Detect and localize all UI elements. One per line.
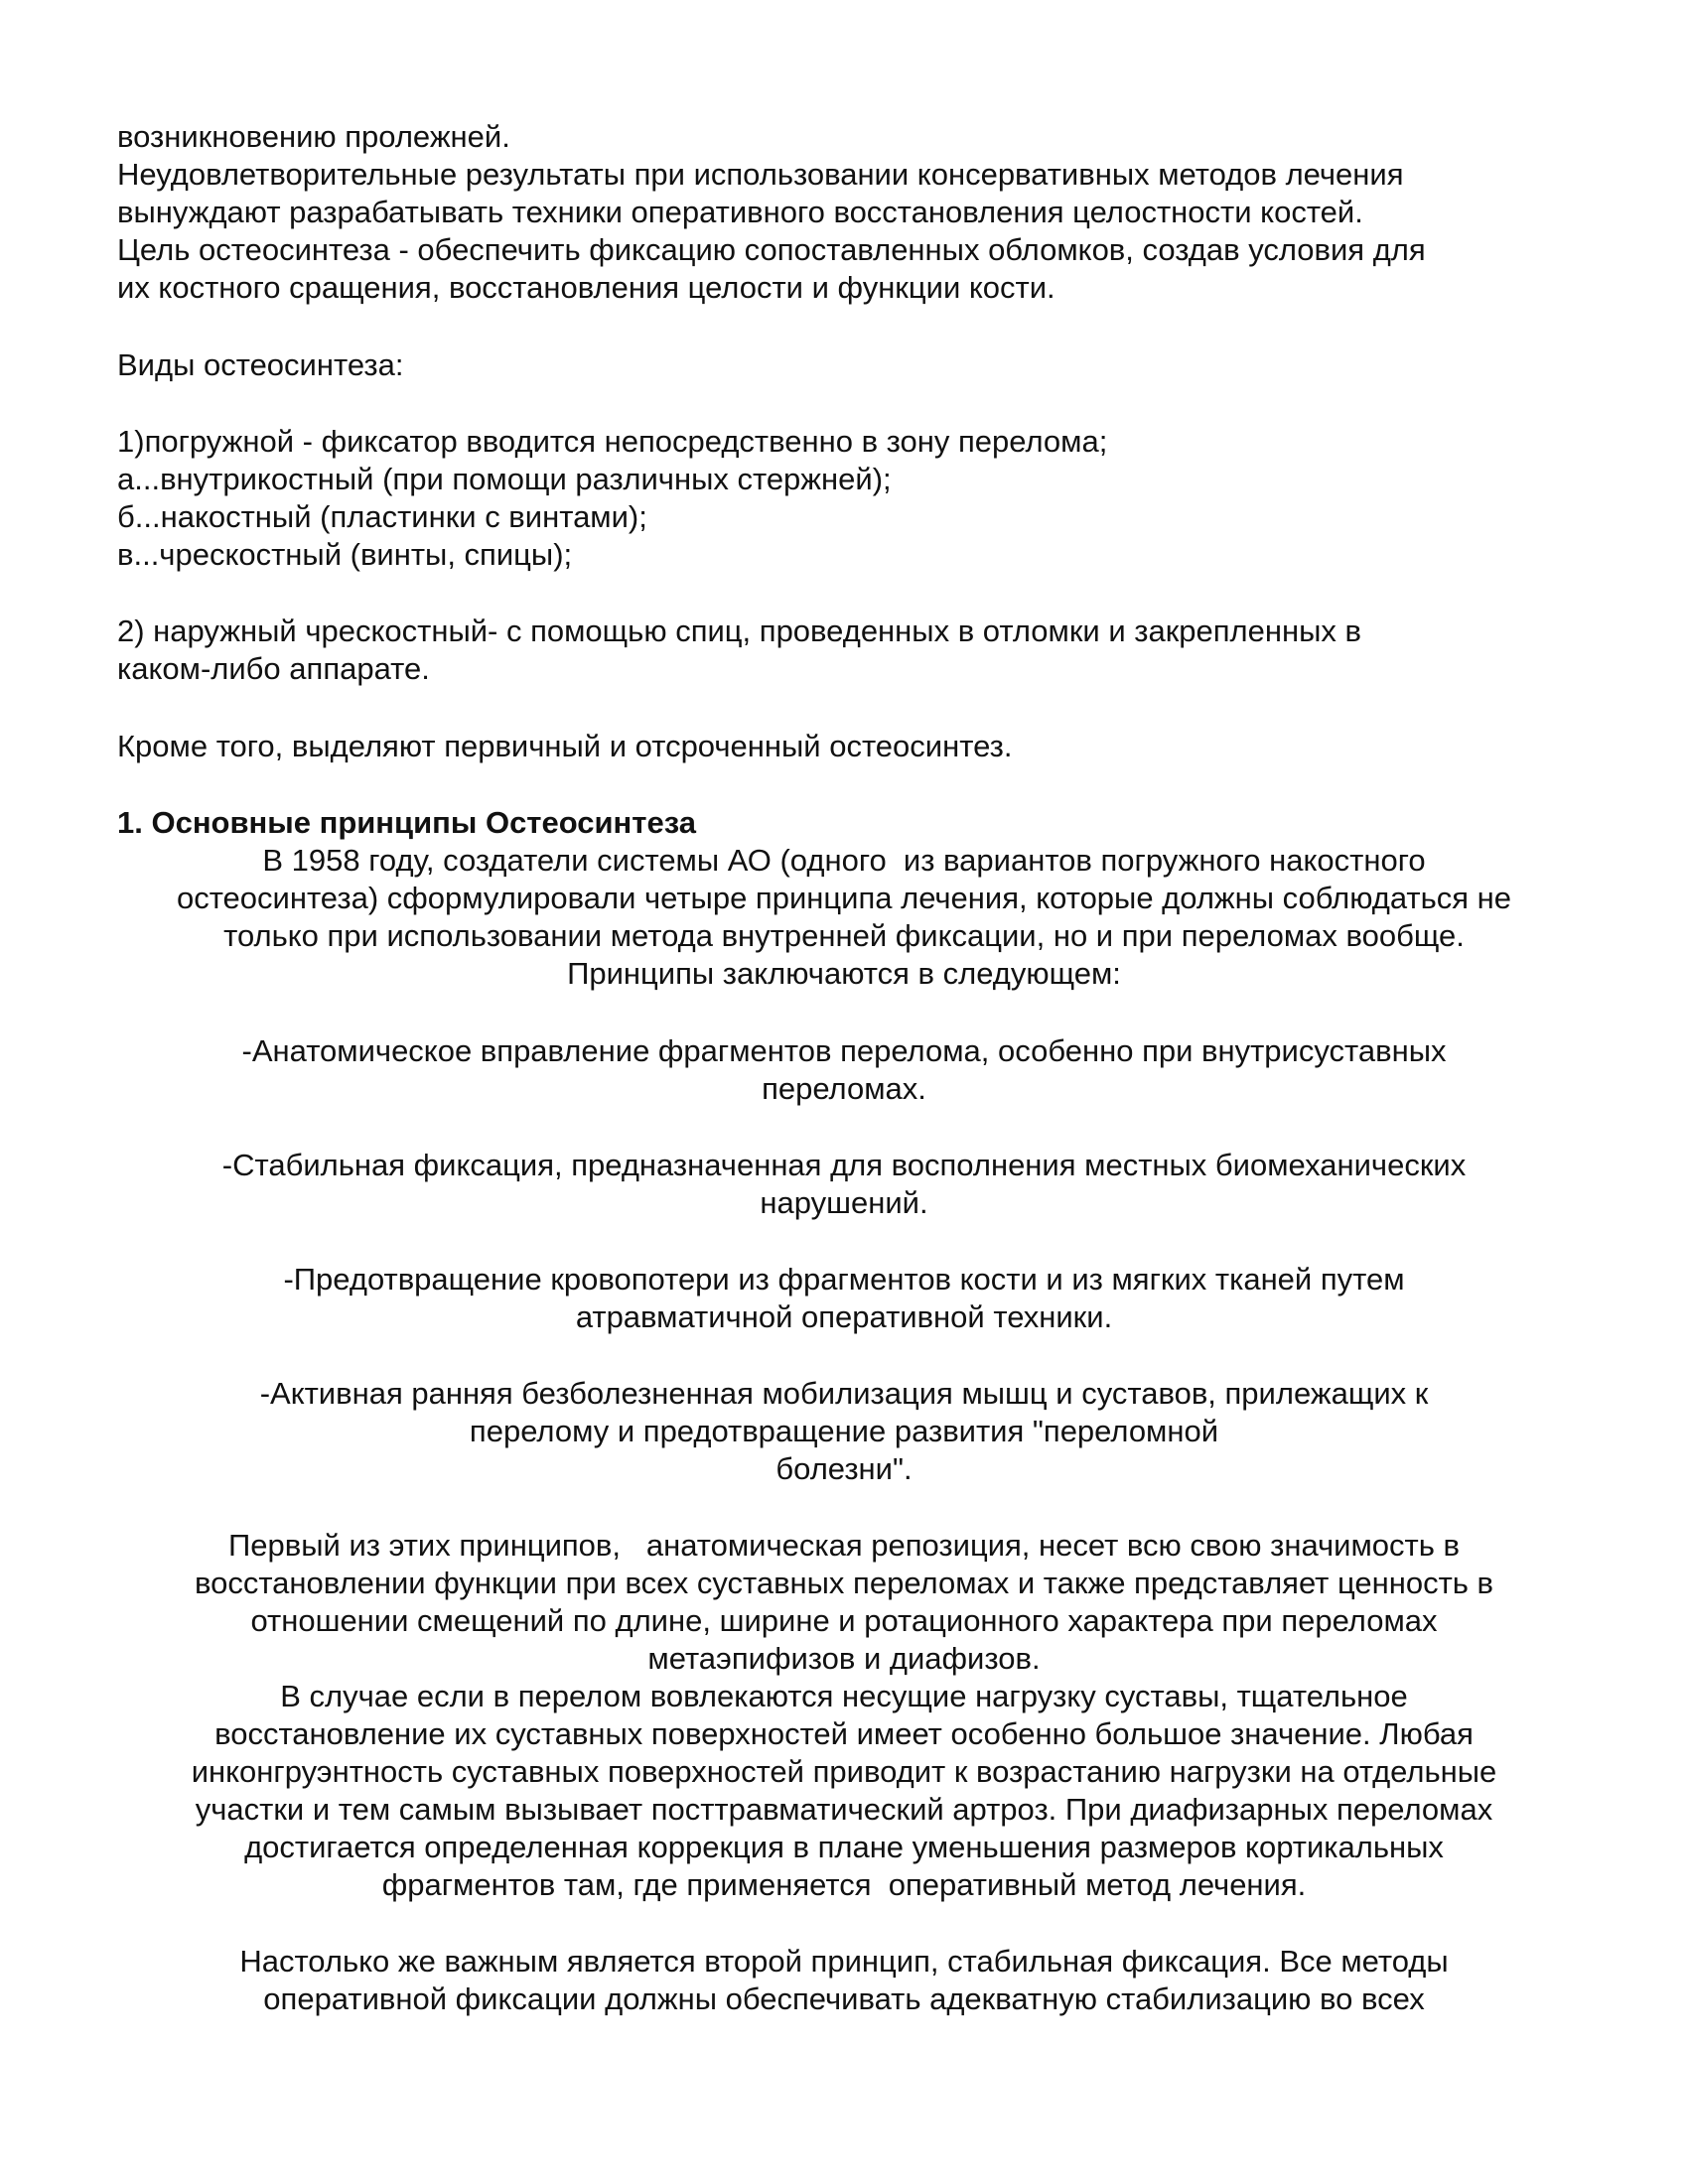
principle-line: перелому и предотвращение развития "переломной: [469, 1414, 1219, 1448]
principle-line: атравматичной оперативной техники.: [575, 1299, 1113, 1334]
principle-line: -Анатомическое вправление фрагментов перелома, особенно при внутрисуставных: [241, 1033, 1447, 1068]
principle-line: -Предотвращение кровопотери из фрагментов кости и из мягких тканей путем: [283, 1262, 1405, 1297]
text-line: отношении смещений по длине, ширине и ротационного характера при переломах: [250, 1603, 1438, 1638]
types-note: Кроме того, выделяют первичный и отсроченный остеосинтез.: [117, 729, 1013, 763]
text-line: их костного сращения, восстановления целости и функции кости.: [117, 270, 1055, 305]
principle-line: -Активная ранняя безболезненная мобилизация мышц и суставов, прилежащих к: [259, 1376, 1429, 1411]
list-subitem: в...чрескостный (винты, спицы);: [117, 537, 573, 572]
text-line: только при использовании метода внутренней фиксации, но и при переломах вообще.: [223, 918, 1465, 953]
principle-line: болезни".: [775, 1451, 913, 1486]
list-item: 2) наружный чрескостный- с помощью спиц, проведенных в отломки и закрепленных в: [117, 614, 1361, 648]
text-line: Настолько же важным является второй принцип, стабильная фиксация. Все методы: [239, 1944, 1449, 1979]
text-line: В случае если в перелом вовлекаются несущие нагрузку суставы, тщательное: [280, 1679, 1408, 1713]
text-line: фрагментов там, где применяется оперативный метод лечения.: [381, 1867, 1307, 1902]
list-item: 1)погружной - фиксатор вводится непосредственно в зону перелома;: [117, 424, 1108, 459]
text-line: участки и тем самым вызывает посттравматический артроз. При диафизарных переломах: [195, 1792, 1493, 1827]
text-line: Первый из этих принципов, анатомическая репозиция, несет всю свою значимость в: [228, 1528, 1460, 1563]
text-line: Неудовлетворительные результаты при использовании консервативных методов лечения: [117, 157, 1404, 192]
text-line: возникновению пролежней.: [117, 119, 510, 154]
principle-line: нарушений.: [760, 1185, 928, 1220]
section-title: 1. Основные принципы Остеосинтеза: [117, 805, 696, 840]
text-line: остеосинтеза) сформулировали четыре принципа лечения, которые должны соблюдаться не: [176, 881, 1512, 915]
list-item: каком-либо аппарате.: [117, 651, 430, 686]
text-line: восстановление их суставных поверхностей имеет особенно большое значение. Любая: [214, 1716, 1474, 1751]
list-subitem: б...накостный (пластинки с винтами);: [117, 499, 647, 534]
text-line: метаэпифизов и диафизов.: [647, 1641, 1041, 1676]
text-line: В 1958 году, создатели системы АО (одного из вариантов погружного накостного: [262, 843, 1426, 878]
principle-line: переломах.: [762, 1071, 926, 1106]
list-subitem: а...внутрикостный (при помощи различных стержней);: [117, 462, 892, 496]
text-line: вынуждают разрабатывать техники оперативного восстановления целостности костей.: [117, 195, 1363, 229]
text-line: оперативной фиксации должны обеспечивать адекватную стабилизацию во всех: [263, 1981, 1425, 2016]
text-line: достигается определенная коррекция в плане уменьшения размеров кортикальных: [244, 1830, 1444, 1864]
principle-line: -Стабильная фиксация, предназначенная для восполнения местных биомеханических: [221, 1148, 1467, 1182]
text-line: восстановлении функции при всех суставных переломах и также представляет ценность в: [194, 1566, 1494, 1600]
text-line: инконгруэнтность суставных поверхностей приводит к возрастанию нагрузки на отдельные: [191, 1754, 1497, 1789]
text-line: Цель остеосинтеза - обеспечить фиксацию сопоставленных обломков, создав условия для: [117, 232, 1426, 267]
types-heading: Виды остеосинтеза:: [117, 347, 404, 382]
text-line: Принципы заключаются в следующем:: [567, 956, 1121, 991]
